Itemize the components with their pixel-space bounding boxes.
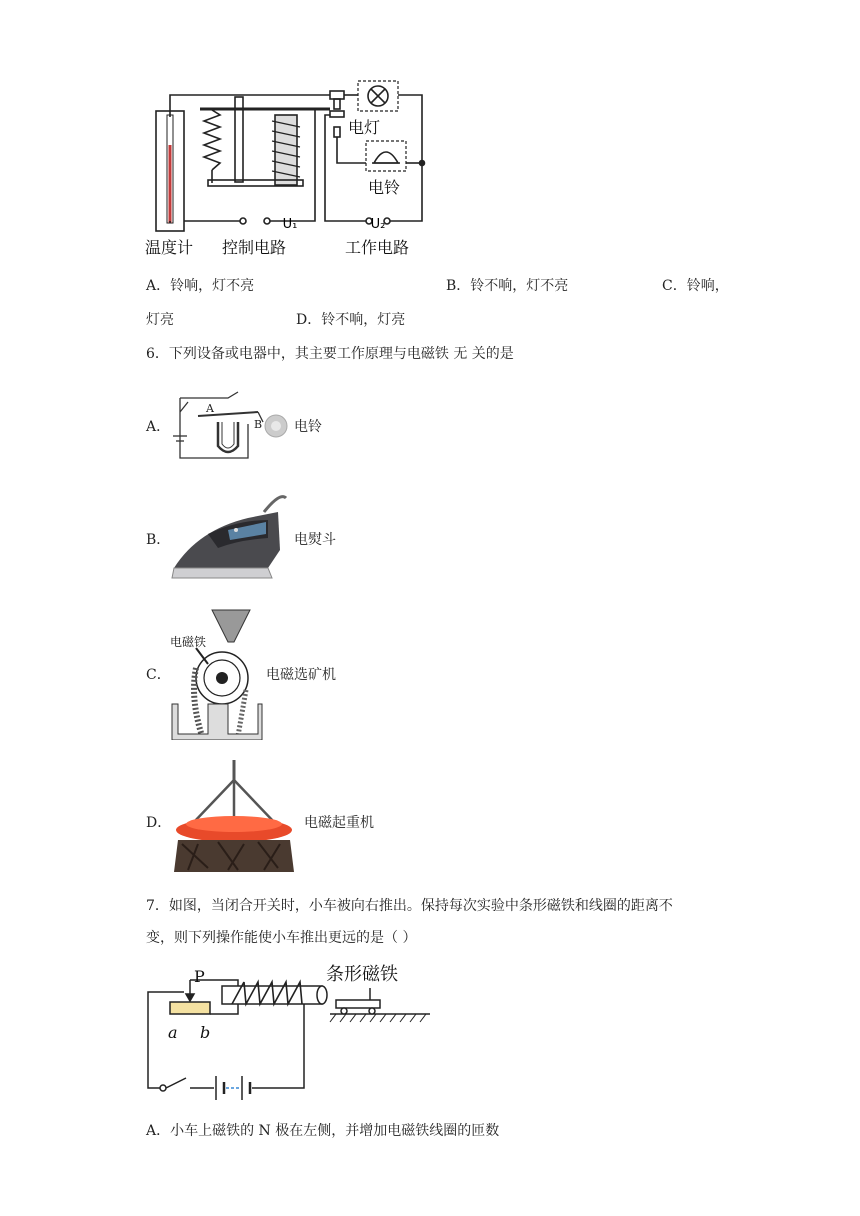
relay-circuit-drawing xyxy=(140,75,440,260)
q7-stem-line2: 变，则下列操作能使小车推出更远的是（ ） xyxy=(146,930,417,946)
bell-mark-b: B xyxy=(254,418,263,431)
q6-option-d-letter: D． xyxy=(146,815,172,831)
cart-coil-circuit-figure xyxy=(140,958,440,1108)
rheostat-b-label: b xyxy=(200,1023,211,1042)
q6-option-c-name: 电磁选矿机 xyxy=(266,667,336,683)
q6-option-b-letter: B． xyxy=(146,532,171,548)
q5-option-b: B．铃不响，灯不亮 xyxy=(446,278,569,294)
bar-magnet-label: 条形磁铁 xyxy=(326,964,398,985)
electromagnet-label: 电磁铁 xyxy=(170,635,207,649)
q6-option-c-letter: C． xyxy=(146,667,171,683)
q6-option-a-letter: A． xyxy=(146,419,171,435)
electric-iron-image xyxy=(168,490,290,585)
work-circuit-label: 工作电路 xyxy=(345,238,410,257)
q5-option-c: C．铃响， xyxy=(662,278,729,294)
q7-stem-line1: 7．如图，当闭合开关时，小车被向右推出。保持每次实验中条形磁铁和线圈的距离不 xyxy=(146,898,673,914)
slider-p-label: P xyxy=(194,967,205,986)
q6-stem: 6．下列设备或电器中，其主要工作原理与电磁铁 无 关的是 xyxy=(146,346,514,362)
u2-label: U₂ xyxy=(370,217,386,232)
rheostat-a-label: a xyxy=(168,1023,178,1042)
bell-label: 电铃 xyxy=(368,178,401,197)
lamp-label: 电灯 xyxy=(348,118,381,137)
q5-option-d: D．铃不响，灯亮 xyxy=(296,312,406,328)
q5-option-a: A．铃响，灯不亮 xyxy=(146,278,255,294)
q6-option-d-name: 电磁起重机 xyxy=(304,815,374,831)
q7-option-a: A．小车上磁铁的 N 极在左侧，并增加电磁铁线圈的匝数 xyxy=(146,1123,500,1139)
thermometer-label: 温度计 xyxy=(145,238,194,257)
magnetic-separator-diagram xyxy=(168,608,264,740)
control-circuit-label: 控制电路 xyxy=(222,238,287,257)
q6-option-a-name: 电铃 xyxy=(294,419,322,435)
q6-option-b-name: 电熨斗 xyxy=(294,532,336,548)
electromagnetic-crane-image xyxy=(168,760,300,878)
electric-bell-diagram xyxy=(168,388,290,466)
relay-circuit-figure xyxy=(140,75,440,260)
bell-mark-a: A xyxy=(206,402,214,415)
u1-label: U₁ xyxy=(282,217,298,232)
q5-option-c-cont: 灯亮 xyxy=(146,312,174,328)
